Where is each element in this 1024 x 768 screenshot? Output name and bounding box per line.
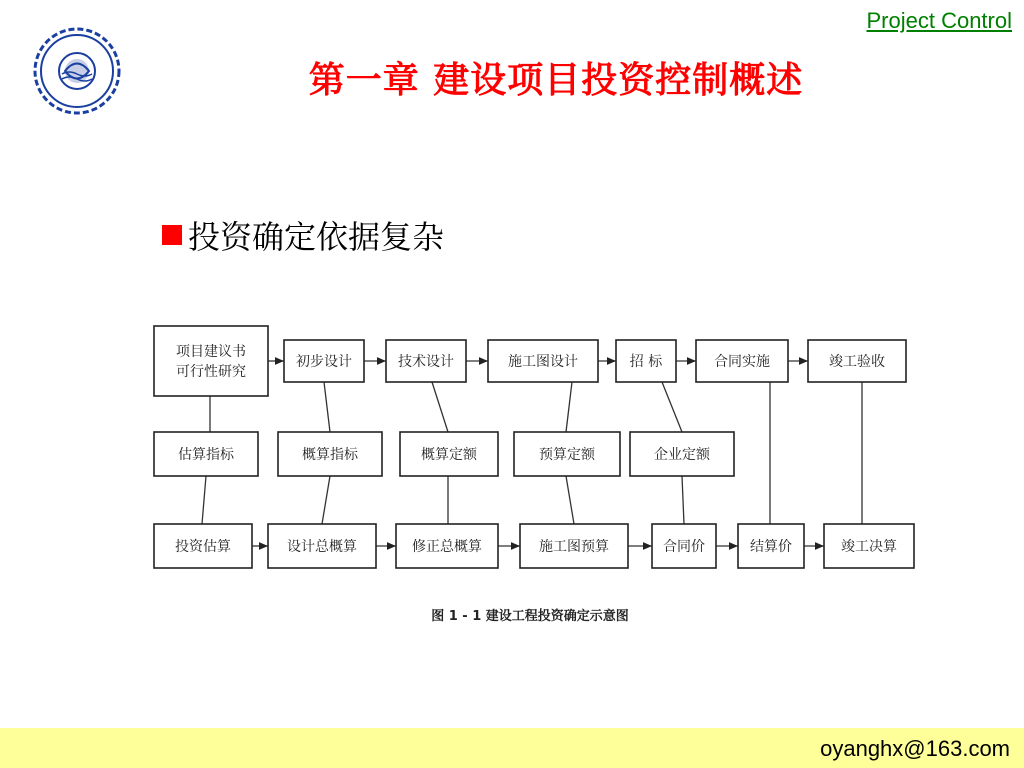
norm-box: [278, 432, 382, 476]
cost-box: [824, 524, 914, 568]
link-line: [566, 476, 574, 524]
bullet-square-icon: [162, 225, 182, 245]
svg-text:企业定额: 企业定额: [654, 447, 710, 463]
cost-box: [154, 524, 252, 568]
investment-determination-diagram: [150, 318, 920, 628]
svg-text:预算定额: 预算定额: [539, 447, 595, 463]
cost-box: [268, 524, 376, 568]
svg-text:施工图设计: 施工图设计: [508, 354, 578, 370]
phase-box: [808, 340, 906, 382]
link-line: [682, 476, 684, 524]
svg-text:初步设计: 初步设计: [296, 354, 352, 370]
svg-text:技术设计: 技术设计: [398, 354, 454, 370]
footer-bar: [0, 728, 1024, 768]
norm-box: [400, 432, 498, 476]
svg-text:招 标: 招 标: [629, 354, 663, 370]
project-control-link[interactable]: Project Control: [866, 8, 1012, 33]
cost-box: [652, 524, 716, 568]
cost-box: [520, 524, 628, 568]
svg-text:概算指标: 概算指标: [302, 447, 358, 463]
phase-box: [488, 340, 598, 382]
norm-box: [154, 432, 258, 476]
link-line: [432, 382, 448, 432]
link-line: [322, 476, 330, 524]
link-line: [202, 476, 206, 524]
norm-box: [630, 432, 734, 476]
svg-text:修正总概算: 修正总概算: [412, 539, 482, 555]
footer-email: oyanghx@163.com: [820, 736, 1010, 761]
page-title: 第一章 建设项目投资控制概述: [308, 60, 804, 101]
svg-text:设计总概算: 设计总概算: [287, 539, 357, 555]
cost-box: [396, 524, 498, 568]
phase-box: [154, 326, 268, 396]
phase-box: [284, 340, 364, 382]
svg-text:合同价: 合同价: [663, 539, 705, 555]
phase-box: [696, 340, 788, 382]
phase-box: [386, 340, 466, 382]
link-line: [662, 382, 682, 432]
svg-text:项目建议书: 项目建议书: [176, 344, 246, 360]
bullet-text: 投资确定依据复杂: [188, 218, 445, 256]
svg-text:合同实施: 合同实施: [714, 354, 770, 370]
svg-text:估算指标: 估算指标: [178, 447, 234, 463]
svg-text:结算价: 结算价: [750, 539, 792, 555]
link-line: [324, 382, 330, 432]
svg-text:投资估算: 投资估算: [175, 539, 231, 555]
svg-text:概算定额: 概算定额: [421, 447, 477, 463]
bullet-item: [162, 212, 444, 258]
svg-text:可行性研究: 可行性研究: [176, 364, 246, 380]
diagram-caption: 图 1 - 1 建设工程投资确定示意图: [431, 609, 629, 624]
svg-text:施工图预算: 施工图预算: [539, 539, 609, 555]
svg-text:竣工决算: 竣工决算: [841, 539, 897, 555]
svg-text:竣工验收: 竣工验收: [829, 354, 885, 370]
link-line: [566, 382, 572, 432]
cost-box: [738, 524, 804, 568]
norm-box: [514, 432, 620, 476]
phase-box: [616, 340, 676, 382]
